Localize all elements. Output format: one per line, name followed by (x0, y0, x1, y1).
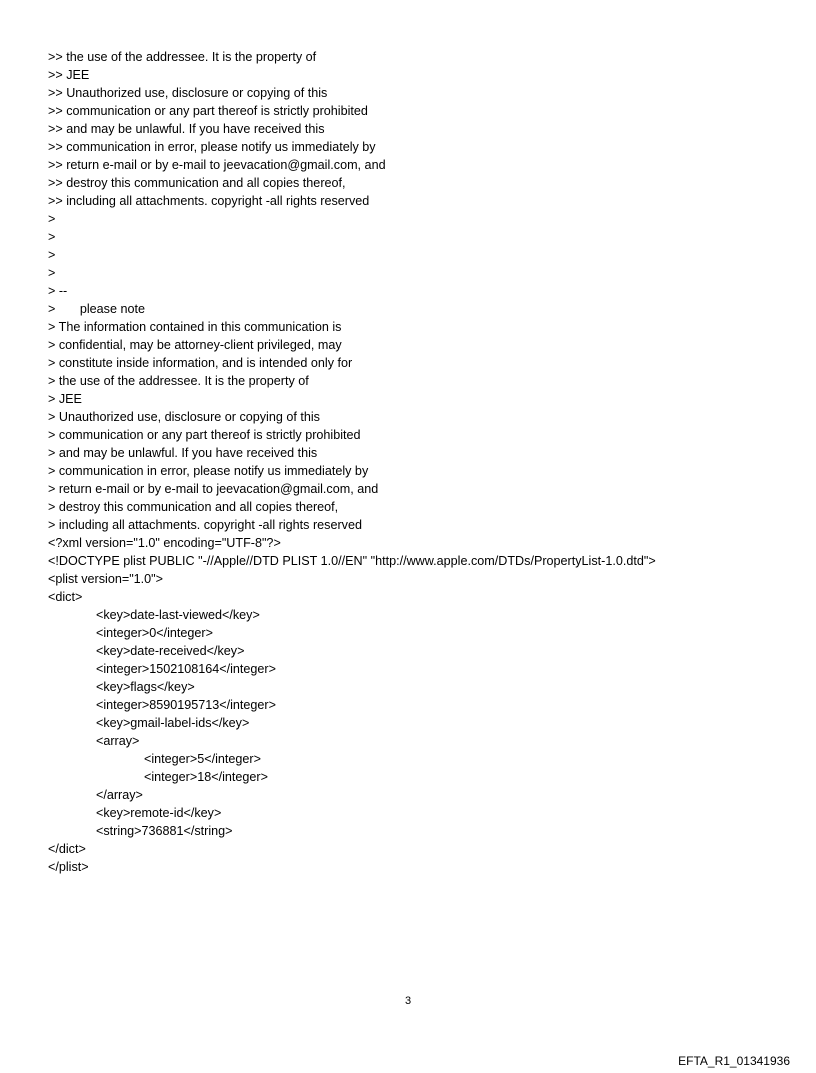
email-line: > return e-mail or by e-mail to jeevacation@gmail.com, and (48, 482, 379, 496)
xml-line: </dict> (48, 842, 86, 856)
xml-line: </array> (96, 788, 143, 802)
xml-line: </plist> (48, 860, 89, 874)
email-line: > confidential, may be attorney-client privileged, may (48, 338, 342, 352)
xml-line: <plist version="1.0"> (48, 572, 164, 586)
email-line: >> and may be unlawful. If you have received this (48, 122, 325, 136)
xml-line: <integer>0</integer> (96, 626, 213, 640)
xml-line: <key>remote-id</key> (96, 806, 222, 820)
email-line: >> the use of the addressee. It is the property of (48, 50, 317, 64)
email-line: > (48, 248, 56, 262)
xml-line: <!DOCTYPE plist PUBLIC "-//Apple//DTD PLIST 1.0//EN" "http://www.apple.com/DTDs/PropertyList-1.0.dtd"> (48, 554, 656, 568)
email-line: >> return e-mail or by e-mail to jeevacation@gmail.com, and (48, 158, 386, 172)
email-line: > communication or any part thereof is strictly prohibited (48, 428, 361, 442)
bates-number: EFTA_R1_01341936 (678, 1054, 790, 1068)
xml-line: <array> (96, 734, 140, 748)
email-line: > and may be unlawful. If you have received this (48, 446, 318, 460)
document-body (48, 48, 808, 876)
xml-line: <integer>18</integer> (144, 770, 268, 784)
email-line: > (48, 266, 56, 280)
email-line: > communication in error, please notify us immediately by (48, 464, 369, 478)
email-line: > including all attachments. copyright -all rights reserved (48, 518, 362, 532)
email-line: > Unauthorized use, disclosure or copying of this (48, 410, 320, 424)
xml-line: <dict> (48, 590, 83, 604)
email-line: > please note (48, 302, 145, 316)
xml-line: <?xml version="1.0" encoding="UTF-8"?> (48, 536, 281, 550)
xml-line: <key>flags</key> (96, 680, 195, 694)
email-line: > JEE (48, 392, 82, 406)
xml-line: <string>736881</string> (96, 824, 233, 838)
xml-line: <integer>1502108164</integer> (96, 662, 276, 676)
page-number: 3 (404, 995, 412, 1007)
email-line: >> Unauthorized use, disclosure or copying of this (48, 86, 328, 100)
email-line: >> communication or any part thereof is strictly prohibited (48, 104, 368, 118)
email-line: > -- (48, 284, 68, 298)
xml-line: <integer>8590195713</integer> (96, 698, 276, 712)
xml-line: <key>gmail-label-ids</key> (96, 716, 250, 730)
xml-line: <integer>5</integer> (144, 752, 261, 766)
email-line: >> communication in error, please notify us immediately by (48, 140, 376, 154)
email-line: > destroy this communication and all copies thereof, (48, 500, 339, 514)
email-line: > the use of the addressee. It is the property of (48, 374, 309, 388)
email-line: >> JEE (48, 68, 90, 82)
email-line: > The information contained in this communication is (48, 320, 342, 334)
email-line: >> including all attachments. copyright -all rights reserved (48, 194, 370, 208)
email-line: > (48, 212, 56, 226)
xml-line: <key>date-received</key> (96, 644, 245, 658)
email-line: >> destroy this communication and all copies thereof, (48, 176, 346, 190)
email-line: > (48, 230, 56, 244)
xml-line: <key>date-last-viewed</key> (96, 608, 260, 622)
email-line: > constitute inside information, and is intended only for (48, 356, 353, 370)
